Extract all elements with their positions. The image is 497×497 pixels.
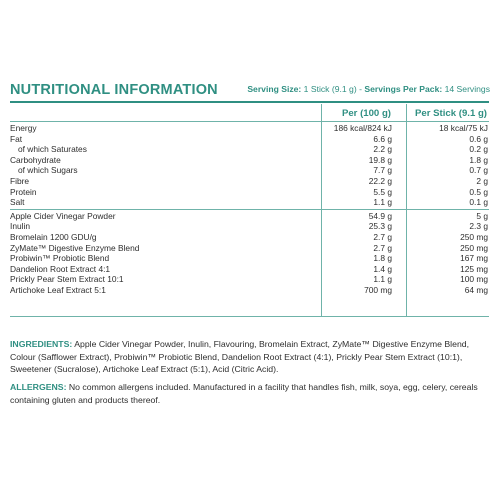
ingredients-label: INGREDIENTS: — [10, 339, 73, 349]
value-per-stick: 250 mg — [460, 242, 488, 253]
nutrition-header — [10, 82, 490, 98]
nutrition-rows — [10, 121, 489, 208]
value-per-stick: 125 mg — [460, 263, 488, 274]
value-per-100g: 2.2 g — [373, 144, 392, 155]
serving-info — [247, 84, 490, 94]
row-label: ZyMate™ Digestive Enzyme Blend — [10, 242, 140, 253]
ingredient-row — [10, 285, 489, 296]
column-header-per-stick: Per Stick (9.1 g) — [415, 108, 487, 119]
value-per-stick: 0.5 g — [469, 186, 488, 197]
ingredient-row — [10, 243, 489, 254]
serving-size-value: 1 Stick (9.1 g) — [303, 84, 357, 94]
value-per-stick: 0.6 g — [469, 133, 488, 144]
column-header-per-100g: Per (100 g) — [341, 108, 391, 119]
value-per-100g: 2.7 g — [373, 231, 392, 242]
value-per-stick: 0.2 g — [469, 144, 488, 155]
value-per-100g: 1.1 g — [373, 197, 392, 208]
allergens-label: ALLERGENS: — [10, 382, 67, 392]
value-per-100g: 19.8 g — [368, 154, 392, 165]
value-per-stick: 167 mg — [460, 253, 488, 264]
row-label: Prickly Pear Stem Extract 10:1 — [10, 274, 124, 285]
nutrition-row — [10, 197, 489, 208]
allergens-paragraph — [10, 381, 486, 406]
row-label: of which Saturates — [18, 144, 87, 155]
group-separator — [10, 209, 489, 210]
value-per-stick: 2 g — [476, 175, 488, 186]
row-label: Bromelain 1200 GDU/g — [10, 231, 97, 242]
allergens-text: No common allergens included. Manufactured in a facility that handles fish, milk, soya, egg, celery, cereals containing gluten and products thereof. — [10, 382, 478, 405]
value-per-stick: 2.3 g — [469, 221, 488, 232]
value-per-100g: 22.2 g — [368, 175, 392, 186]
value-per-100g: 25.3 g — [368, 221, 392, 232]
nutrition-row — [10, 123, 489, 134]
value-per-100g: 6.6 g — [373, 133, 392, 144]
page-title: NUTRITIONAL INFORMATION — [10, 82, 218, 98]
nutrition-row — [10, 176, 489, 187]
ingredient-row — [10, 211, 489, 222]
ingredients-paragraph — [10, 338, 486, 376]
row-label: Salt — [10, 197, 25, 208]
table-bottom-rule — [10, 316, 489, 317]
row-label: Fat — [10, 133, 23, 144]
row-label: Protein — [10, 186, 37, 197]
value-per-100g: 1.4 g — [373, 263, 392, 274]
row-label: Apple Cider Vinegar Powder — [10, 210, 116, 221]
row-label: Carbohydrate — [10, 154, 61, 165]
value-per-100g: 186 kcal/824 kJ — [333, 123, 392, 133]
ingredient-row — [10, 221, 489, 232]
value-per-stick: 64 mg — [464, 284, 488, 295]
row-label: Energy — [10, 123, 37, 133]
value-per-100g: 5.5 g — [373, 186, 392, 197]
row-label: Artichoke Leaf Extract 5:1 — [10, 284, 106, 295]
value-per-stick: 0.7 g — [469, 165, 488, 176]
nutrition-row — [10, 165, 489, 176]
value-per-100g: 700 mg — [364, 284, 392, 295]
row-label: Dandelion Root Extract 4:1 — [10, 263, 111, 274]
nutrition-table — [10, 121, 489, 296]
nutrition-row — [10, 144, 489, 155]
value-per-100g: 1.1 g — [373, 274, 392, 285]
row-label: Fibre — [10, 175, 30, 186]
value-per-100g: 7.7 g — [373, 165, 392, 176]
value-per-100g: 1.8 g — [373, 253, 392, 264]
nutrition-row — [10, 155, 489, 166]
value-per-stick: 1.8 g — [469, 154, 488, 165]
row-label: of which Sugars — [18, 165, 78, 176]
servings-per-pack-label: Servings Per Pack: — [364, 84, 443, 94]
ingredient-row — [10, 264, 489, 275]
row-label: Inulin — [10, 221, 31, 232]
value-per-stick: 0.1 g — [469, 197, 488, 208]
serving-separator: - — [359, 84, 362, 94]
servings-per-pack-value: 14 Servings — [444, 84, 490, 94]
value-per-stick: 250 mg — [460, 231, 488, 242]
value-per-stick: 100 mg — [460, 274, 488, 285]
value-per-stick: 5 g — [476, 210, 488, 221]
ingredients-text: Apple Cider Vinegar Powder, Inulin, Flavouring, Bromelain Extract, ZyMate™ Digestive Enzyme Blend, Colour (Safflower Extract), Probiwin™ Probiotic Blend, Dandelion Root Extract (4:1), Prickly Pear Stem Extract (10:1), Sweetener (Sucralose), Artichoke Leaf Extract (5:1), Acid (Citric Acid). — [10, 339, 470, 375]
value-per-stick: 18 kcal/75 kJ — [439, 123, 488, 133]
header-rule — [10, 101, 489, 103]
value-per-100g: 54.9 g — [368, 210, 392, 221]
ingredient-row — [10, 274, 489, 285]
value-per-100g: 2.7 g — [373, 242, 392, 253]
table-top-rule — [10, 121, 489, 122]
serving-size-label: Serving Size: — [247, 84, 302, 94]
nutrition-row — [10, 134, 489, 145]
ingredient-row — [10, 253, 489, 264]
ingredient-row — [10, 232, 489, 243]
nutrition-row — [10, 187, 489, 198]
row-label: Probiwin™ Probiotic Blend — [10, 253, 110, 264]
ingredient-rows — [10, 211, 489, 296]
